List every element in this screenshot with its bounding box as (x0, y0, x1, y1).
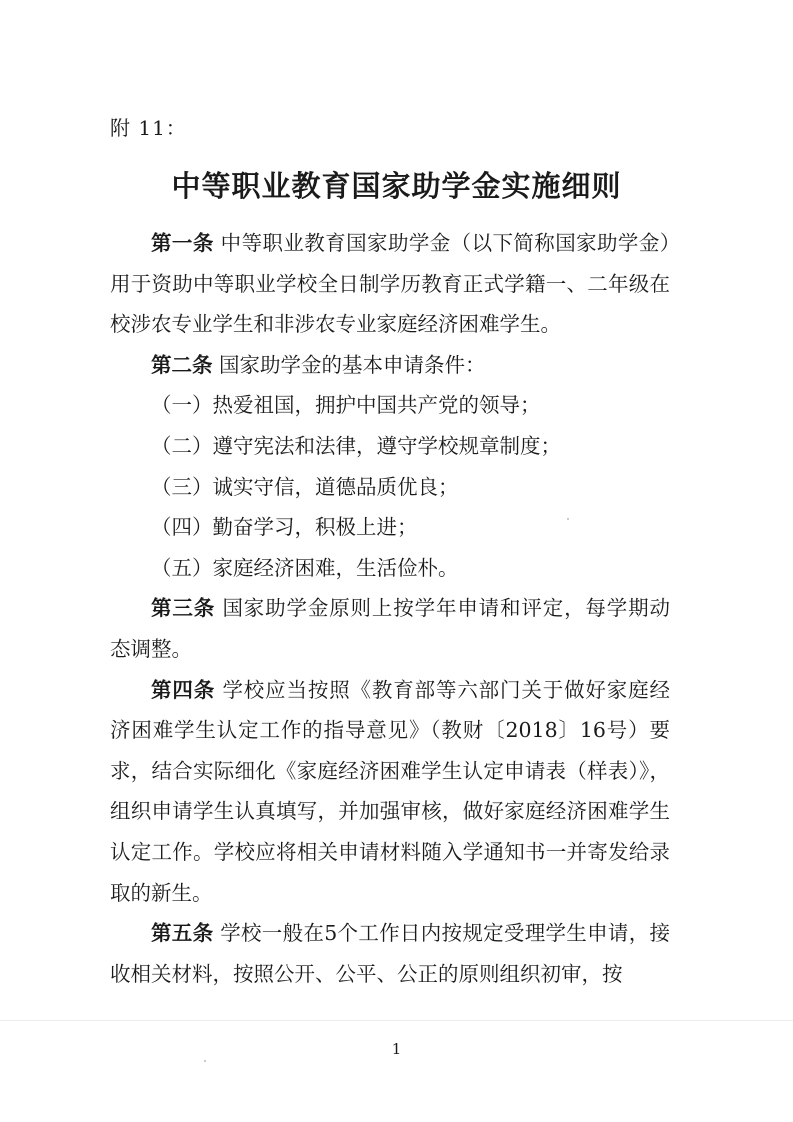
article-text: 国家助学金的基本申请条件： (219, 352, 486, 377)
condition-item: （二）遵守宪法和法律，遵守学校规章制度； (151, 433, 561, 458)
scan-artifact-line (0, 1020, 793, 1021)
page-number: 1 (391, 1040, 402, 1058)
condition-item: （五）家庭经济困难，生活俭朴。 (151, 555, 459, 580)
article-4 (110, 670, 670, 914)
article-1 (110, 223, 670, 345)
document-body (110, 223, 670, 994)
document-title: 中等职业教育国家助学金实施细则 (171, 169, 622, 203)
article-text: 国家助学金原则上按学年申请和评定，每学期动态调整。 (110, 596, 670, 661)
article-number: 第三条 (151, 596, 216, 621)
scan-speck (567, 518, 569, 520)
article-text: 学校应当按照《教育部等六部门关于做好家庭经济困难学生认定工作的指导意见》（教财〔2018〕16号）要求，结合实际细化《家庭经济困难学生认定申请表（样表）》，组织申请学生认真填写，并加强审核，做好家庭经济困难学生认定工作。学校应将相关申请材料随入学通知书一并寄发给录取的新生。 (110, 677, 670, 905)
article-text: 中等职业教育国家助学金（以下简称国家助学金）用于资助中等职业学校全日制学历教育正式学籍一、二年级在校涉农专业学生和非涉农专业家庭经济困难学生。 (110, 231, 671, 337)
condition-item: （一）热爱祖国，拥护中国共产党的领导； (151, 393, 541, 418)
scan-speck (204, 1060, 206, 1062)
article-text: 学校一般在5个工作日内按规定受理学生申请，接收相关材料，按照公开、公平、公正的原则组织初审，按 (110, 921, 670, 986)
article-number: 第二条 (151, 352, 213, 377)
condition-item: （四）勤奋学习，积极上进； (151, 515, 418, 540)
article-5 (110, 913, 670, 994)
article-2 (110, 345, 670, 386)
article-number: 第四条 (151, 677, 216, 702)
article-3 (110, 588, 670, 669)
article-number: 第五条 (151, 921, 214, 946)
condition-item: （三）诚实守信，道德品质优良； (151, 474, 459, 499)
attachment-label: 附 11： (110, 116, 187, 140)
article-number: 第一条 (151, 231, 214, 255)
